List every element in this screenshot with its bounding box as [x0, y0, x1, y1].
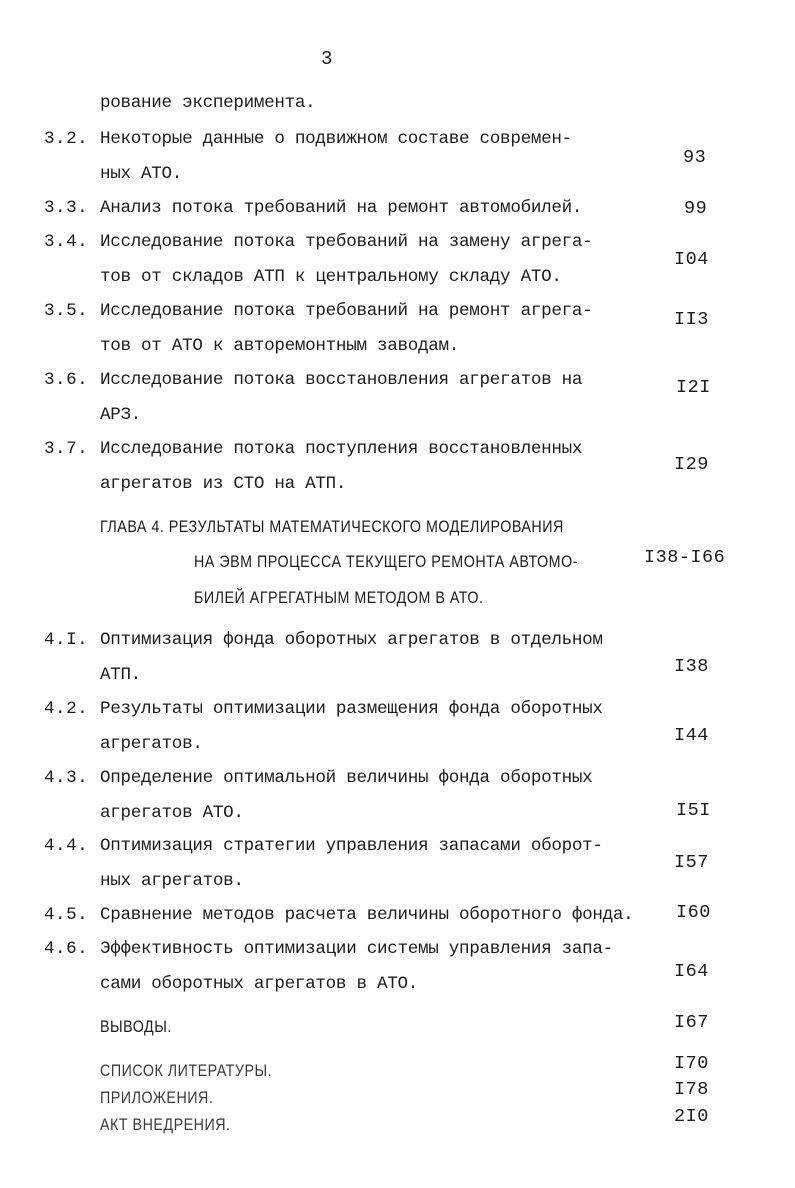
page-number: 3 — [321, 48, 333, 70]
entry-title-line: Некоторые данные о подвижном составе современ- — [100, 129, 572, 149]
appendices-label: ПРИЛОЖЕНИЯ. — [100, 1088, 214, 1107]
continuation-line: рование эксперимента. — [100, 93, 316, 113]
entry-title-line: Анализ потока требований на ремонт автомобилей. — [100, 198, 583, 218]
entry-title-line: тов от АТО к авторемонтным заводам. — [100, 336, 460, 356]
entry-page: 93 — [683, 147, 707, 168]
bibliography-label: СПИСОК ЛИТЕРАТУРЫ. — [100, 1061, 273, 1080]
implementation-act-label: АКТ ВНЕДРЕНИЯ. — [100, 1115, 231, 1134]
entry-number: 3.4. — [44, 232, 89, 252]
entry-page: I60 — [676, 902, 711, 923]
conclusions-label: ВЫВОДЫ. — [100, 1017, 172, 1036]
entry-title-line: Эффективность оптимизации системы управления запа- — [100, 939, 613, 959]
entry-page: I44 — [674, 725, 709, 746]
entry-page: I04 — [674, 249, 709, 270]
entry-title-line: агрегатов АТО. — [100, 803, 244, 823]
entry-number: 3.2. — [44, 129, 89, 149]
entry-page: II3 — [674, 309, 709, 330]
implementation-act-page: 2I0 — [674, 1106, 709, 1127]
entry-title-line: агрегатов из СТО на АТП. — [100, 474, 347, 494]
entry-number: 3.5. — [44, 301, 89, 321]
entry-page: I5I — [676, 800, 711, 821]
entry-page: I29 — [674, 454, 709, 475]
entry-title-line: Исследование потока требований на замену агрега- — [100, 232, 593, 252]
entry-title-line: агрегатов. — [100, 734, 203, 754]
entry-number: 3.3. — [44, 198, 89, 218]
bibliography-page: I70 — [674, 1053, 709, 1074]
chapter-pages: I38-I66 — [644, 547, 726, 568]
entry-page: 99 — [684, 198, 708, 219]
appendices-page: I78 — [674, 1079, 709, 1100]
entry-title-line: сами оборотных агрегатов в АТО. — [100, 974, 418, 994]
entry-page: I57 — [674, 852, 709, 873]
entry-title-line: АТП. — [100, 665, 142, 685]
entry-title-line: Сравнение методов расчета величины оборотного фонда. — [100, 905, 634, 925]
entry-number: 4.2. — [44, 699, 89, 719]
entry-number: 3.6. — [44, 370, 89, 390]
entry-title-line: Исследование потока восстановления агрегатов на — [100, 370, 583, 390]
entry-number: 4.3. — [44, 768, 89, 788]
entry-title-line: АРЗ. — [100, 405, 142, 425]
entry-title-line: Определение оптимальной величины фонда оборотных — [100, 768, 593, 788]
chapter-title-line: ГЛАВА 4. РЕЗУЛЬТАТЫ МАТЕМАТИЧЕСКОГО МОДЕЛИРОВАНИЯ — [100, 517, 564, 536]
entry-title-line: Исследование потока поступления восстановленных — [100, 439, 583, 459]
entry-title-line: Результаты оптимизации размещения фонда оборотных — [100, 699, 603, 719]
chapter-title-line: БИЛЕЙ АГРЕГАТНЫМ МЕТОДОМ В АТО. — [194, 588, 484, 607]
entry-number: 4.4. — [44, 836, 89, 856]
entry-title-line: Оптимизация фонда оборотных агрегатов в отдельном — [100, 630, 603, 650]
entry-page: I64 — [674, 961, 709, 982]
entry-number: 3.7. — [44, 439, 89, 459]
entry-title-line: ных АТО. — [100, 164, 183, 184]
entry-page: I38 — [674, 656, 709, 677]
chapter-title-line: НА ЭВМ ПРОЦЕССА ТЕКУЩЕГО РЕМОНТА АВТОМО- — [194, 552, 578, 571]
entry-page: I2I — [676, 377, 711, 398]
entry-title-line: ных агрегатов. — [100, 871, 244, 891]
entry-number: 4.5. — [44, 905, 89, 925]
entry-title-line: Оптимизация стратегии управления запасами оборот- — [100, 836, 603, 856]
entry-title-line: Исследование потока требований на ремонт агрега- — [100, 301, 593, 321]
entry-number: 4.I. — [44, 630, 89, 650]
conclusions-page: I67 — [674, 1012, 709, 1033]
entry-title-line: тов от складов АТП к центральному складу АТО. — [100, 267, 562, 287]
entry-number: 4.6. — [44, 939, 89, 959]
